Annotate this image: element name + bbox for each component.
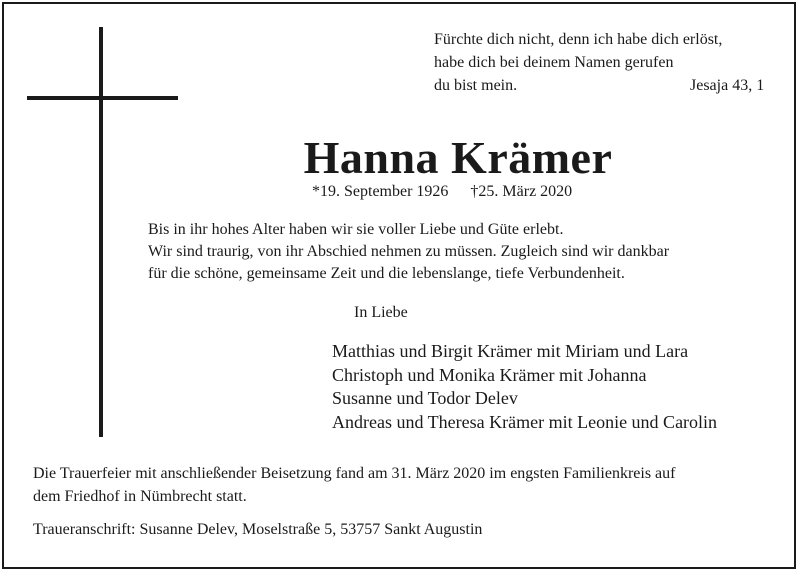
verse-line: habe dich bei deinem Namen gerufen [434,54,674,71]
verse-line-last [434,74,774,97]
mourners-list [332,340,717,434]
verse-line: Fürchte dich nicht, denn ich habe dich erlöst, [434,31,723,48]
cross-icon [99,27,103,437]
tribute-text [148,219,778,285]
birth-date: *19. September 1926 [312,183,449,200]
mourner-entry: Andreas und Theresa Krämer mit Leonie und Carolin [332,411,718,432]
death-date: †25. März 2020 [470,183,573,200]
notice-line: dem Friedhof in Nümbrecht statt. [33,488,247,505]
tribute-line: Bis in ihr hohes Alter haben wir sie voller Liebe und Güte erlebt. [148,221,564,238]
life-dates [312,182,572,202]
deceased-name: Hanna Krämer [303,132,613,183]
mourner-entry: Susanne und Todor Delev [332,388,518,408]
verse-reference: Jesaja 43, 1 [690,77,765,94]
cross-icon-beam [27,96,178,100]
tribute-line: Wir sind traurig, von ihr Abschied nehmen zu müssen. Zugleich sind wir dankbar [148,243,670,260]
mourner-entry: Christoph und Monika Krämer mit Johanna [332,364,647,385]
verse-line: du bist mein. [434,77,518,94]
closing-phrase: In Liebe [354,304,408,321]
notice-line: Die Trauerfeier mit anschließender Beisetzung fand am 31. März 2020 im engsten Familienkreis auf [33,465,676,482]
funeral-notice [33,462,783,508]
bible-verse [434,28,774,97]
mourner-entry: Matthias und Birgit Krämer mit Miriam und Lara [332,341,689,361]
tribute-line: für die schöne, gemeinsame Zeit und die lebenslange, tiefe Verbundenheit. [148,265,625,282]
mourning-address: Traueranschrift: Susanne Delev, Moselstraße 5, 53757 Sankt Augustin [33,521,483,538]
